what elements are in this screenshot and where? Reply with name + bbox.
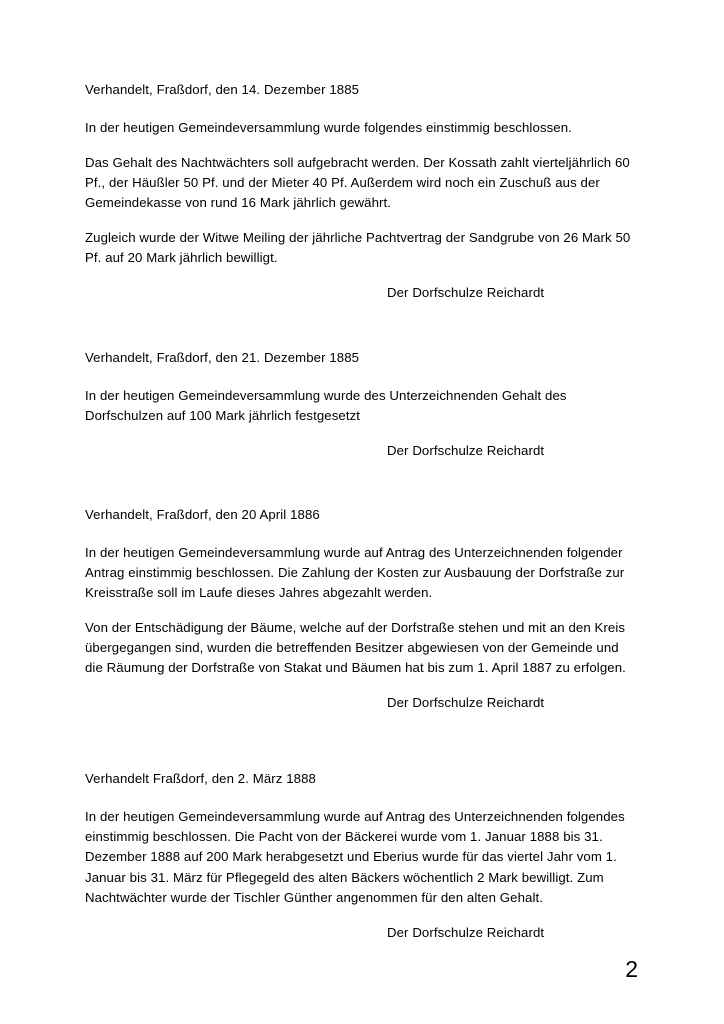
entry-paragraph: Von der Entschädigung der Bäume, welche auf der Dorfstraße stehen und mit an den Kreis übergegangen sind, wurden die betreffenden Besitzer abgewiesen von der Gemeinde und die Räumung der Dorfstraße von Stakat und Bäumen hat bis zum 1. April 1887 zu erfolgen. <box>85 620 626 676</box>
entry-signature: Der Dorfschulze Reichardt <box>387 924 545 940</box>
entry-spacer <box>85 713 637 769</box>
document-body <box>85 80 637 943</box>
entry-signature: Der Dorfschulze Reichardt <box>387 442 545 458</box>
entry-paragraph: In der heutigen Gemeindeversammlung wurde auf Antrag des Unterzeichnenden folgender Antrag einstimmig beschlossen. Die Zahlung der Kosten zur Ausbauung der Dorfstraße zur Kreisstraße soll im Laufe dieses Jahres abgezahlt werden. <box>85 544 625 600</box>
entry-heading: Verhandelt Fraßdorf, den 2. März 1888 <box>85 771 316 787</box>
entry-spacer <box>85 304 637 348</box>
minutes-entry <box>85 80 637 304</box>
entry-spacer <box>85 461 637 505</box>
entry-paragraph: In der heutigen Gemeindeversammlung wurde des Unterzeichnenden Gehalt des Dorfschulzen auf 100 Mark jährlich festgesetzt <box>85 387 567 423</box>
minutes-entry <box>85 348 637 461</box>
entry-heading: Verhandelt, Fraßdorf, den 20 April 1886 <box>85 506 320 522</box>
entry-signature: Der Dorfschulze Reichardt <box>387 285 545 301</box>
entry-paragraph: Zugleich wurde der Witwe Meiling der jährliche Pachtvertrag der Sandgrube von 26 Mark 50 Pf. auf 20 Mark jährlich bewilligt. <box>85 230 631 266</box>
entry-heading: Verhandelt, Fraßdorf, den 21. Dezember 1885 <box>85 349 360 365</box>
entry-paragraph: In der heutigen Gemeindeversammlung wurde auf Antrag des Unterzeichnenden folgendes einstimmig beschlossen. Die Pacht von der Bäckerei wurde vom 1. Januar 1888 bis 31. Dezember 1888 auf 200 Mark herabgesetzt und Eberius wurde für das viertel Jahr vom 1. Januar bis 31. März für Pflegegeld des alten Bäckers wöchentlich 2 Mark bewilligt. Zum Nachtwächter wurde der Tischler Günther angenommen für den alten Gehalt. <box>85 809 625 905</box>
entry-paragraph: In der heutigen Gemeindeversammlung wurde folgendes einstimmig beschlossen. <box>85 120 572 136</box>
minutes-entry <box>85 769 637 942</box>
page-number: 2 <box>625 956 638 982</box>
minutes-entry <box>85 505 637 714</box>
entry-signature: Der Dorfschulze Reichardt <box>387 695 545 711</box>
entry-heading: Verhandelt, Fraßdorf, den 14. Dezember 1885 <box>85 82 360 97</box>
entry-paragraph: Das Gehalt des Nachtwächters soll aufgebracht werden. Der Kossath zahlt vierteljährlich 60 Pf., der Häußler 50 Pf. und der Mieter 40 Pf. Außerdem wird noch ein Zuschuß aus der Gemeindekasse von rund 16 Mark jährlich gewährt. <box>85 155 630 211</box>
